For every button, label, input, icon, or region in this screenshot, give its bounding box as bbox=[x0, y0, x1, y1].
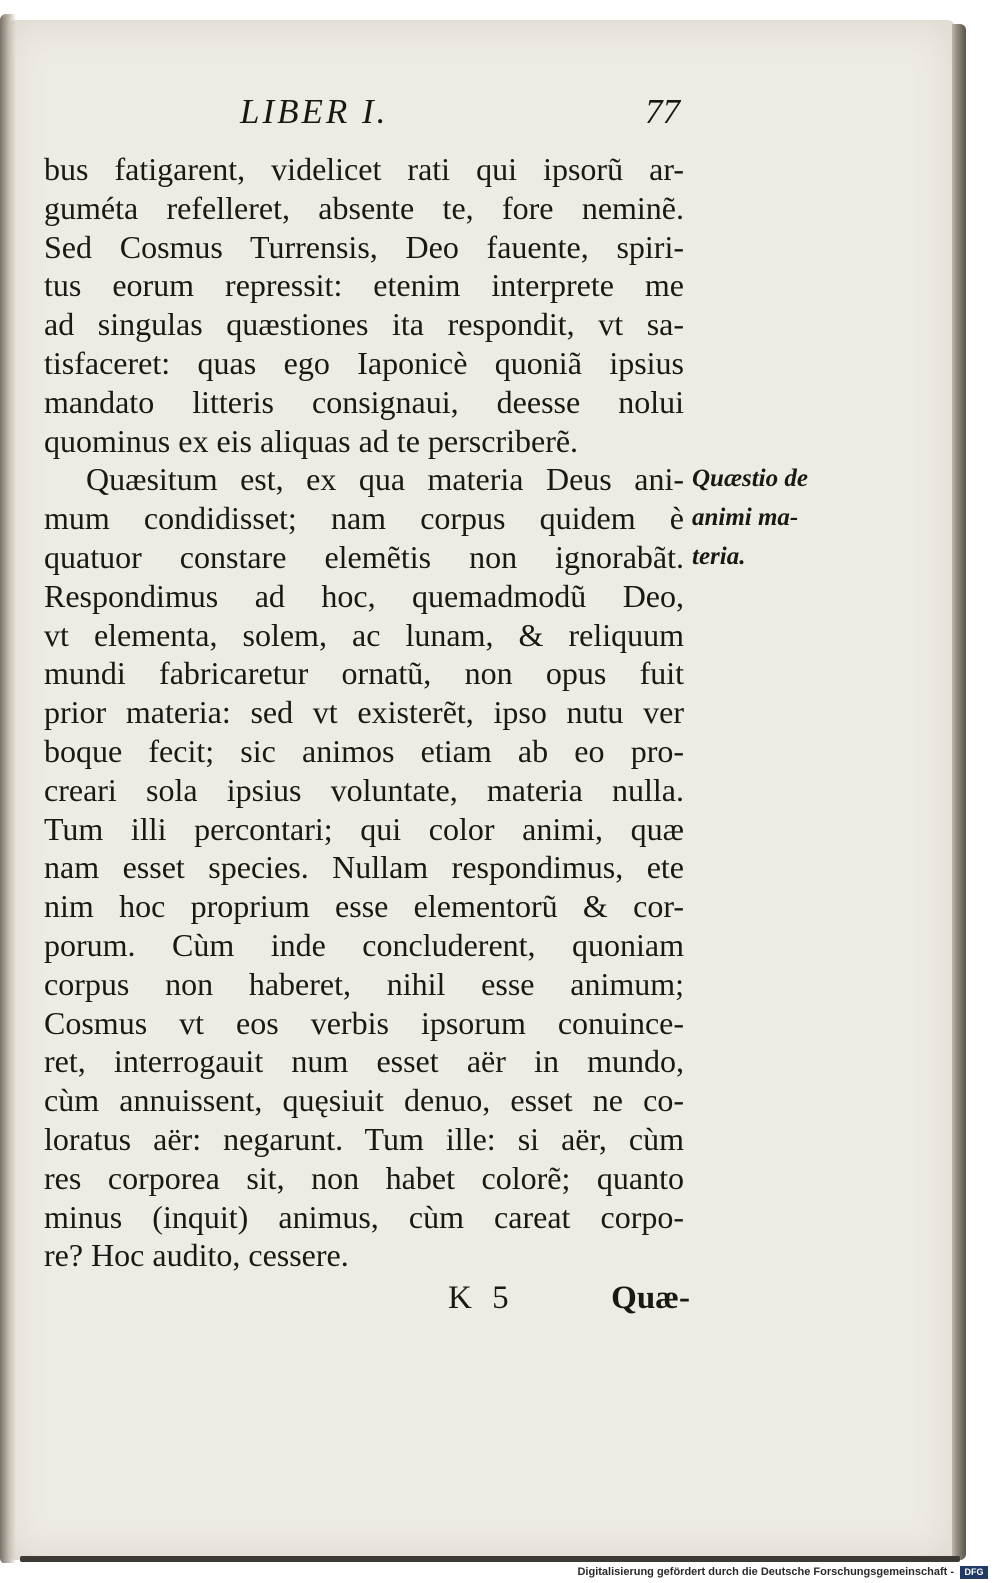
text-line: mundi fabricaretur ornatũ, non opus fuit bbox=[44, 655, 684, 692]
text-line: creari sola ipsius voluntate, materia nulla. bbox=[44, 771, 684, 808]
page-number: 77 bbox=[645, 92, 680, 131]
page-gutter-shadow bbox=[0, 14, 16, 1564]
text-line: Respondimus ad hoc, quemadmodũ Deo, bbox=[44, 577, 684, 614]
text-line: bus fatigarent, videlicet rati qui ipsorũ ar- bbox=[44, 151, 684, 187]
page-stack-edge bbox=[952, 24, 966, 1560]
text-line: porum. Cùm inde concluderent, quoniam bbox=[44, 926, 684, 963]
text-line: vt elementa, solem, ac lunam, & reliquum bbox=[44, 616, 684, 653]
text-line: nim hoc proprium esse elementorũ & cor- bbox=[44, 888, 684, 925]
text-line: cùm annuissent, quęsiuit denuo, esset ne co- bbox=[44, 1082, 684, 1119]
text-line: Sed Cosmus Turrensis, Deo fauente, spiri- bbox=[44, 228, 684, 265]
marginal-note bbox=[692, 460, 852, 576]
page-footer bbox=[440, 1280, 690, 1324]
marginal-note-line: Quæstio de bbox=[692, 465, 808, 492]
text-line: tisfaceret: quas ego Iaponicè quoniã ipsius bbox=[44, 344, 684, 381]
text-line: prior materia: sed vt existerẽt, ipso nutu ver bbox=[44, 694, 684, 731]
text-line: loratus aër: negarunt. Tum ille: si aër, cùm bbox=[44, 1120, 684, 1157]
running-head-title: LIBER I. bbox=[240, 92, 389, 131]
text-line: tus eorum repressit: etenim interprete me bbox=[44, 267, 684, 304]
text-line: nam esset species. Nullam respondimus, ete bbox=[44, 849, 684, 886]
marginal-note-line: animi ma- bbox=[692, 503, 799, 531]
text-line: Tum illi percontari; qui color animi, quæ bbox=[44, 810, 684, 847]
body-text bbox=[44, 150, 684, 1275]
text-line: corpus non haberet, nihil esse animum; bbox=[44, 965, 684, 1002]
catchword: Quæ- bbox=[611, 1280, 690, 1316]
text-line: Cosmus vt eos verbis ipsorum conuince- bbox=[44, 1004, 684, 1041]
text-line: mandato litteris consignaui, deesse nolui bbox=[44, 383, 684, 420]
dfg-logo: DFG bbox=[960, 1566, 988, 1579]
text-line: Quæsitum est, ex qua materia Deus ani- bbox=[86, 461, 684, 498]
digitization-notice: Digitalisierung gefördert durch die Deutsche Forschungsgemeinschaft - bbox=[577, 1566, 954, 1578]
text-line: minus (inquit) animus, cùm careat corpo- bbox=[44, 1198, 684, 1235]
text-line: quatuor constare elemẽtis non ignorabãt. bbox=[44, 538, 684, 575]
running-head bbox=[240, 92, 680, 138]
signature-mark: K 5 bbox=[448, 1280, 515, 1316]
text-line: quominus ex eis aliquas ad te perscriberẽ. bbox=[44, 422, 579, 459]
text-line: guméta refelleret, absente te, fore neminẽ. bbox=[44, 189, 684, 226]
digitization-bar bbox=[0, 1563, 1000, 1583]
marginal-note-line: teria. bbox=[692, 542, 746, 570]
text-line: ret, interrogauit num esset aër in mundo, bbox=[44, 1043, 684, 1080]
text-line: mum condidisset; nam corpus quidem è bbox=[44, 500, 684, 537]
page-bottom-edge bbox=[20, 1556, 960, 1562]
text-line: boque fecit; sic animos etiam ab eo pro- bbox=[44, 732, 684, 769]
text-line: re? Hoc audito, cessere. bbox=[44, 1237, 349, 1274]
text-line: ad singulas quæstiones ita respondit, vt sa- bbox=[44, 306, 684, 343]
text-line: res corporea sit, non habet colorẽ; quanto bbox=[44, 1159, 684, 1196]
